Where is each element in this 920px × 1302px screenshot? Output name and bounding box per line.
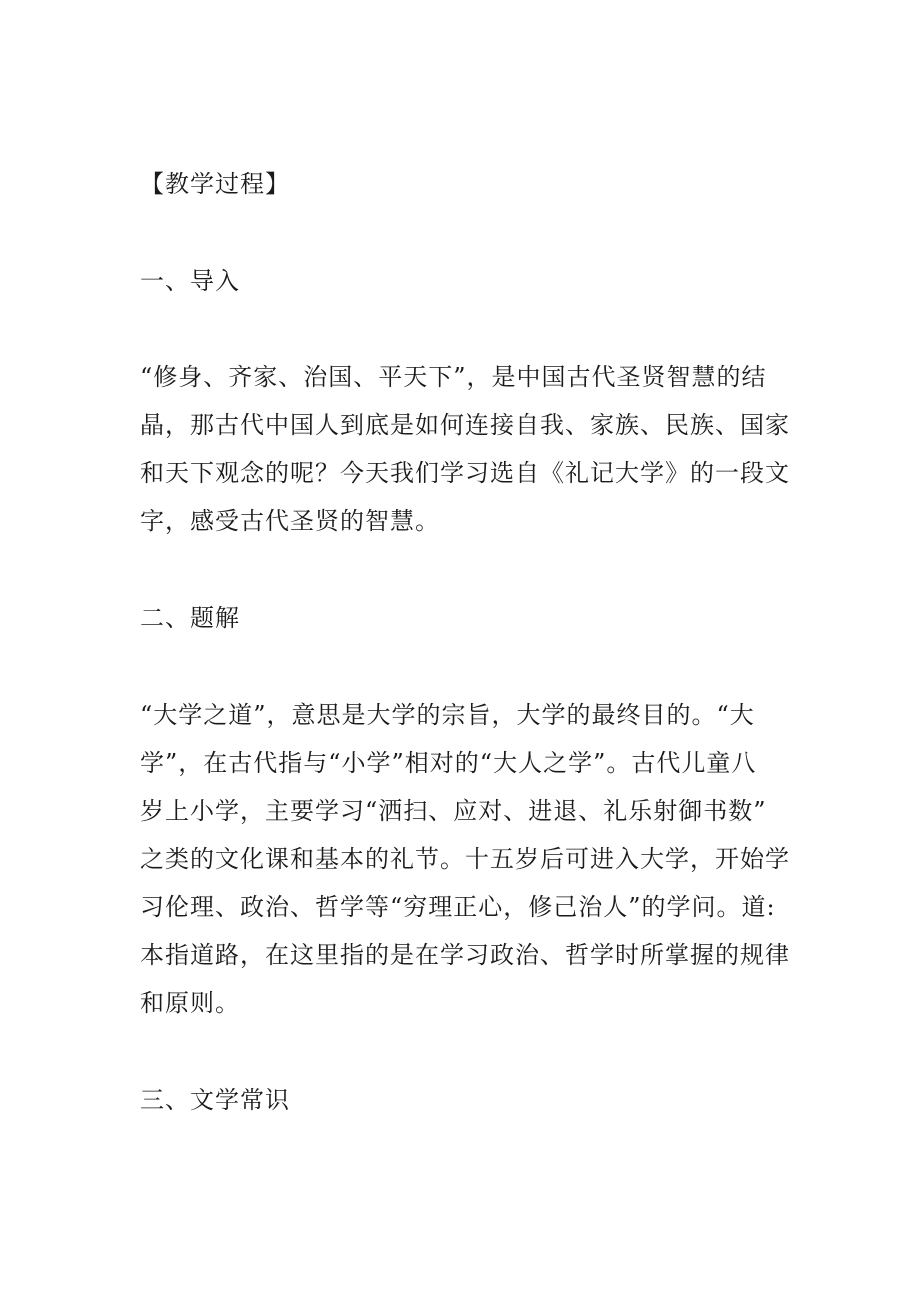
paragraph-line: 和天下观念的呢？今天我们学习选自《礼记大学》的一段文 <box>140 459 790 487</box>
paragraph-line: 学”，在古代指与“小学”相对的“大人之学”。古代儿童八 <box>140 749 757 777</box>
explanation-paragraph <box>140 699 790 1035</box>
paragraph-line: 和原则。 <box>140 989 240 1017</box>
paragraph-line: “大学之道”，意思是大学的宗旨，大学的最终目的。“大 <box>140 701 755 729</box>
paragraph-line: 习伦理、政治、哲学等“穷理正心，修己治人”的学问。道: <box>140 893 776 921</box>
section-title-intro: 一、导入 <box>140 267 240 295</box>
section-title-explanation: 二、题解 <box>140 604 240 632</box>
section-title-literary-knowledge: 三、文学常识 <box>140 1086 290 1114</box>
paragraph-line: 岁上小学，主要学习“洒扫、应对、进退、礼乐射御书数” <box>140 797 767 825</box>
intro-paragraph <box>140 361 790 553</box>
section-heading: 【教学过程】 <box>140 170 290 198</box>
paragraph-line: 本指道路，在这里指的是在学习政治、哲学时所掌握的规律 <box>140 941 790 969</box>
paragraph-line: 之类的文化课和基本的礼节。十五岁后可进入大学，开始学 <box>140 845 790 873</box>
paragraph-line: “修身、齐家、治国、平天下”，是中国古代圣贤智慧的结 <box>140 363 767 391</box>
paragraph-line: 晶，那古代中国人到底是如何连接自我、家族、民族、国家 <box>140 411 790 439</box>
paragraph-line: 字，感受古代圣贤的智慧。 <box>140 507 440 535</box>
